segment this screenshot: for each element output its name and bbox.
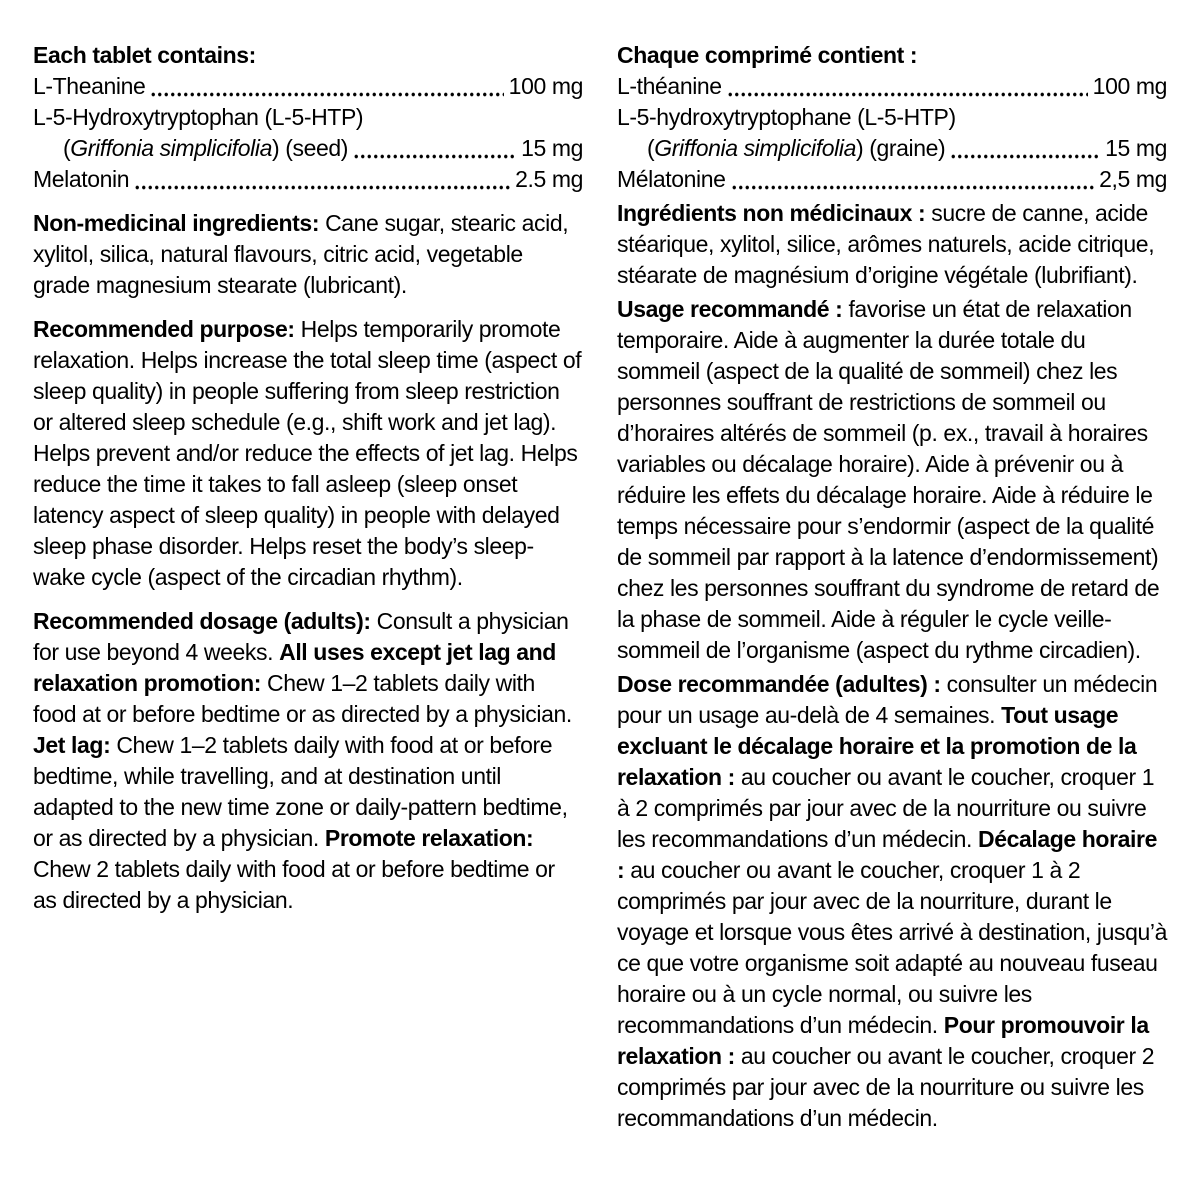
column-english [33,40,583,1134]
heading-chaque-comprime-contient: Chaque comprimé contient : [617,42,918,68]
species-name: Griffonia simplicifolia [70,135,272,161]
ingredient-name: L-5-Hydroxytryptophan (L-5-HTP) [33,104,364,130]
paragraph-text: favorise un état de relaxation temporaire. Aide à augmenter la durée totale du sommeil (aspect de la qualité de sommeil) chez les personnes souffrant de restrictions de sommeil ou d’horaires altérés de sommeil (p. ex., travail à horaires variables ou décalage horaire). Aide à prévenir ou à réduire les effets du décalage horaire. Aide à réduire le temps nécessaire pour s’endormir (aspect de la qualité de sommeil par rapport à la latence d’endormissement) chez les personnes souffrant du syndrome de retard de la phase de sommeil. Aide à réguler le cycle veille-sommeil de l’organisme (aspect du rythme circadien). [617,296,1160,663]
ingredient-amount: 15 mg [521,135,583,161]
paragraph-ingredients-non-medicinaux [617,198,1167,291]
run-in-heading: Usage recommandé : [617,296,843,322]
ingredient-name: L-5-hydroxytryptophane (L-5-HTP) [617,104,956,130]
paragraph-text: Helps temporarily promote relaxation. Helps increase the total sleep time (aspect of sleep quality) in people suffering from sleep restriction or altered sleep schedule (e.g., shift work and jet lag). Helps prevent and/or reduce the effects of jet lag. Helps reduce the time it takes to fall asleep (sleep onset latency aspect of sleep quality) in people with delayed sleep phase disorder. Helps reset the body’s sleep-wake cycle (aspect of the circadian rhythm). [33,316,582,590]
ingredient-name [63,133,348,164]
paragraph-text: au coucher ou avant le coucher, croquer 1 à 2 comprimés par jour avec de la nourriture ou suivre les recommandations d’un médecin. [617,764,1155,852]
run-in-heading: Tout usage excluant le décalage horaire et la promotion de la relaxation : [617,702,1137,790]
ingredient-amount: 2,5 mg [1099,166,1167,192]
ingredient-row-melatonin [33,164,583,195]
paragraph-text: Chew 1–2 tablets daily with food at or before bedtime or as directed by a physician. [33,670,572,727]
ingredient-row-l5htp-fr [617,102,1167,133]
paragraph-text: consulter un médecin pour un usage au-delà de 4 semaines. [617,671,1158,728]
paragraph-text: Chew 2 tablets daily with food at or before bedtime or as directed by a physician. [33,856,555,913]
paragraph-recommended-dosage [33,606,583,916]
dot-leader [727,71,1088,102]
heading-each-tablet-contains: Each tablet contains: [33,42,256,68]
paren-open: ( [647,135,655,161]
paragraph-text: sucre de canne, acide stéarique, xylitol, silice, arômes naturels, acide citrique, stéarate de magnésium d’origine végétale (lubrifiant). [617,200,1155,288]
run-in-heading: Décalage horaire : [617,826,1157,883]
dot-leader [950,133,1100,164]
ingredient-row-l5htp [33,102,583,133]
run-in-heading: Ingrédients non médicinaux : [617,200,926,226]
paragraph-recommended-purpose [33,314,583,593]
dot-leader [731,164,1095,195]
ingredient-list-french [617,71,1167,195]
run-in-heading: Promote relaxation: [324,825,534,851]
paragraph-text: au coucher ou avant le coucher, croquer 2 comprimés par jour avec de la nourriture ou suivre les recommandations d’un médecin. [617,1043,1155,1131]
dot-leader [134,164,510,195]
ingredient-name: Mélatonine [617,166,726,192]
paragraph-text: Cane sugar, stearic acid, xylitol, silica, natural flavours, citric acid, vegetable grade magnesium stearate (lubricant). [33,210,569,298]
ingredient-amount: 15 mg [1105,135,1167,161]
ingredient-row-griffonia-graine [617,133,1167,164]
ingredient-amount: 100 mg [508,73,583,99]
run-in-heading: Non-medicinal ingredients: [33,210,320,236]
ingredient-row-griffonia-seed [33,133,583,164]
source-part: ) (graine) [855,135,946,161]
ingredient-name: L-Theanine [33,73,146,99]
dot-leader [150,71,503,102]
paren-open: ( [63,135,71,161]
source-part: ) (seed) [271,135,349,161]
run-in-heading: Jet lag: [33,732,111,758]
column-french [617,40,1167,1134]
dot-leader [353,133,516,164]
paragraph-text: Chew 1–2 tablets daily with food at or before bedtime, while travelling, and at destination until adapted to the new time zone or daily-pattern bedtime, or as directed by a physician. [33,732,568,851]
run-in-heading: Dose recommandée (adultes) : [617,671,941,697]
paragraph-non-medicinal-ingredients [33,208,583,301]
ingredient-row-l-theanine [33,71,583,102]
paragraph-dose-recommandee [617,669,1167,1134]
ingredient-amount: 2.5 mg [515,166,583,192]
ingredient-name [647,133,945,164]
ingredient-name: Melatonin [33,166,130,192]
run-in-heading: Pour promouvoir la relaxation : [617,1012,1149,1069]
ingredient-name: L-théanine [617,73,722,99]
run-in-heading: Recommended purpose: [33,316,295,342]
ingredient-list-english [33,71,583,195]
run-in-heading: All uses except jet lag and relaxation promotion: [33,639,556,696]
ingredient-row-l-theanine-fr [617,71,1167,102]
ingredient-amount: 100 mg [1092,73,1167,99]
ingredient-row-melatonine-fr [617,164,1167,195]
paragraph-text: Consult a physician for use beyond 4 weeks. [33,608,569,665]
paragraph-text: au coucher ou avant le coucher, croquer 1 à 2 comprimés par jour avec de la nourriture, durant le voyage et lorsque vous êtes arrivé à destination, jusqu’à ce que votre organisme soit adapté au nouveau fuseau horaire ou à un cycle normal, ou suivre les recommandations d’un médecin. [617,857,1167,1038]
paragraph-usage-recommande [617,294,1167,666]
run-in-heading: Recommended dosage (adults): [33,608,371,634]
species-name: Griffonia simplicifolia [654,135,856,161]
